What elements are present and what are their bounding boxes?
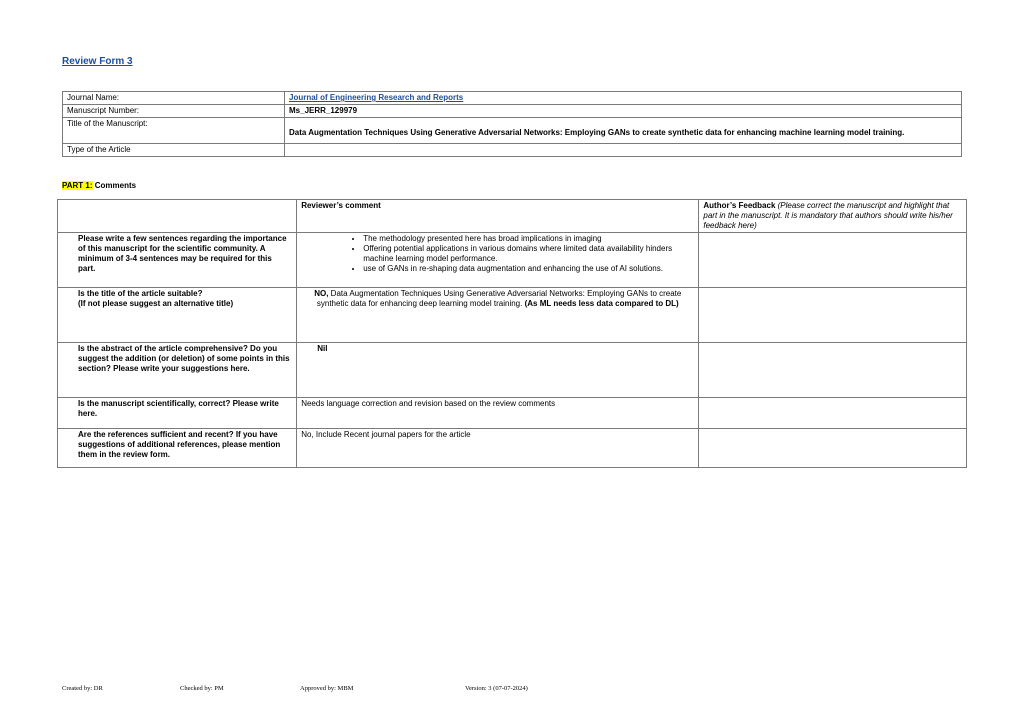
question-title: Is the title of the article suitable? (If not please suggest an alternative title) <box>58 288 297 343</box>
part1-label: PART 1: <box>62 181 93 190</box>
author-feedback-title: Author’s Feedback <box>703 201 776 210</box>
journal-label: Journal Name: <box>63 92 285 105</box>
footer-created-by: Created by: DR <box>62 685 103 692</box>
comments-table <box>57 199 967 468</box>
manuscript-title-value: Data Augmentation Techniques Using Generative Adversarial Networks: Employing GANs to create synthetic data for enhancing machine learning model training. <box>285 118 962 144</box>
reviewer-comment-references: No, Include Recent journal papers for the article <box>297 429 699 468</box>
comment-title-text: Data Augmentation Techniques Using Generative Adversarial Networks: Employing GANs to create synthetic data for enhancing deep learning model training. <box>316 289 682 308</box>
reviewer-comment-importance <box>297 233 699 288</box>
table-row <box>58 288 967 343</box>
author-feedback-cell[interactable] <box>699 429 967 468</box>
question-references: Are the references sufficient and recent? If you have suggestions of additional references, please mention them in the review form. <box>58 429 297 468</box>
part1-heading <box>62 181 136 190</box>
author-feedback-cell[interactable] <box>699 233 967 288</box>
comment-title-note: (As ML needs less data compared to DL) <box>524 299 679 308</box>
manuscript-title-label: Title of the Manuscript: <box>63 118 285 144</box>
manuscript-number-value: Ms_JERR_129979 <box>285 105 962 118</box>
question-importance: Please write a few sentences regarding the importance of this manuscript for the scientific community. A minimum of 3-4 sentences may be required for this part. <box>58 233 297 288</box>
list-item: • use of GANs in re-shaping data augmentation and enhancing the use of AI solutions. <box>363 264 694 274</box>
author-feedback-cell[interactable] <box>699 343 967 398</box>
author-feedback-cell[interactable] <box>699 288 967 343</box>
manuscript-number-label: Manuscript Number: <box>63 105 285 118</box>
reviewer-comment-scientific: Needs language correction and revision based on the review comments <box>297 398 699 429</box>
form-title: Review Form 3 <box>62 56 133 67</box>
comment-bullet-list <box>301 234 694 274</box>
manuscript-info-table <box>62 91 962 157</box>
reviewer-comment-abstract: Nil <box>297 343 699 398</box>
author-feedback-header <box>699 200 967 233</box>
footer-version: Version: 3 (07-07-2024) <box>465 685 528 692</box>
author-feedback-cell[interactable] <box>699 398 967 429</box>
reviewer-comment-title <box>297 288 699 343</box>
journal-link[interactable]: Journal of Engineering Research and Reports <box>289 93 464 102</box>
footer-checked-by: Checked by: PM <box>180 685 224 692</box>
footer-approved-by: Approved by: MBM <box>300 685 354 692</box>
article-type-label: Type of the Article <box>63 144 285 157</box>
question-scientific: Is the manuscript scientifically, correct? Please write here. <box>58 398 297 429</box>
table-row <box>58 398 967 429</box>
reviewer-comment-header: Reviewer’s comment <box>297 200 699 233</box>
question-header <box>58 200 297 233</box>
journal-value <box>285 92 962 105</box>
article-type-value <box>285 144 962 157</box>
table-row <box>58 343 967 398</box>
question-abstract: Is the abstract of the article comprehensive? Do you suggest the addition (or deletion) of some points in this section? Please write your suggestions here. <box>58 343 297 398</box>
part1-heading-text: Comments <box>92 181 137 190</box>
list-item: • Offering potential applications in various domains where limited data availability hinders machine learning model performance. <box>363 244 694 264</box>
table-row <box>58 429 967 468</box>
comment-no: NO, <box>314 289 329 298</box>
list-item: • The methodology presented here has broad implications in imaging <box>363 234 694 244</box>
table-row <box>58 233 967 288</box>
author-feedback-note: (Please correct the manuscript and highlight that part in the manuscript. It is mandatory that authors should write his/her feedback here) <box>703 201 953 230</box>
